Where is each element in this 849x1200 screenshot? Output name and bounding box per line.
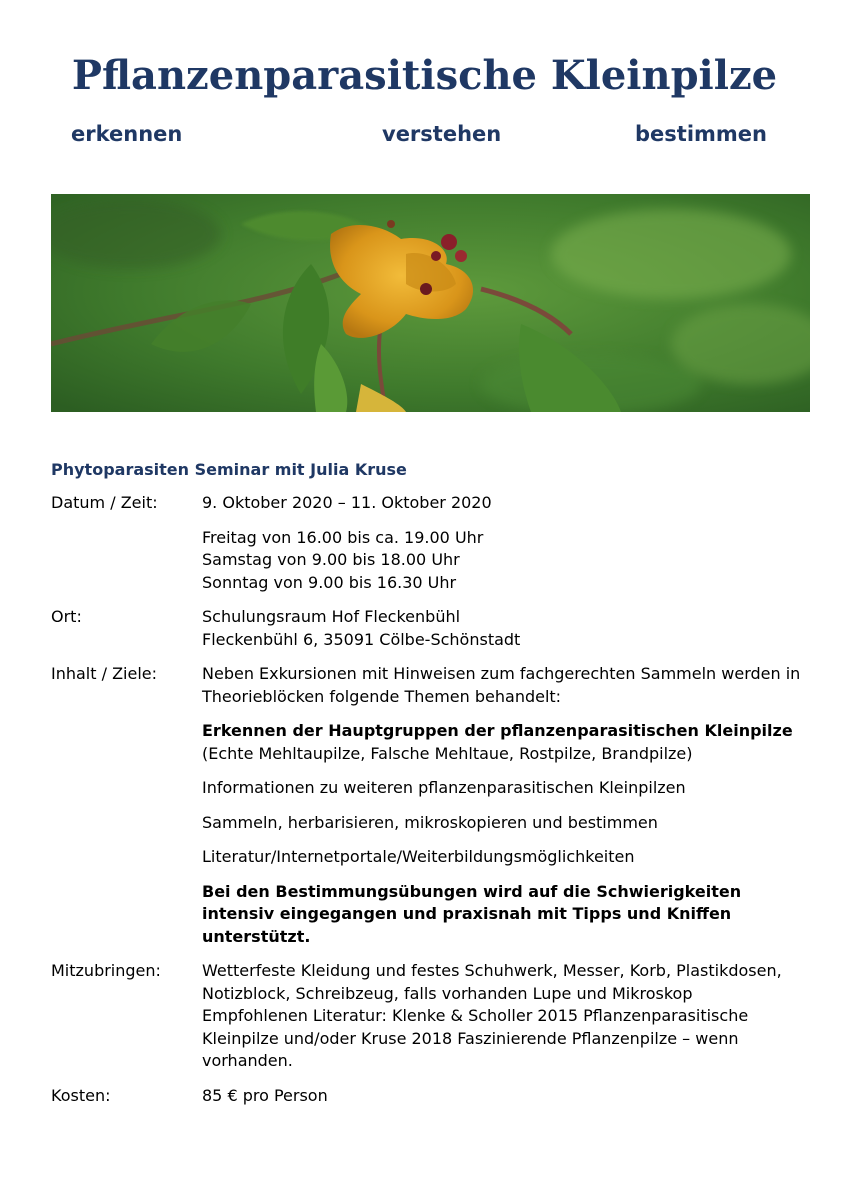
- tagline-bestimmen: bestimmen: [635, 122, 767, 146]
- content-topic: Informationen zu weiteren pflanzenparasitischen Kleinpilzen: [202, 778, 686, 797]
- date-value: [202, 492, 811, 594]
- content-value: [202, 663, 811, 948]
- row-cost: [51, 1085, 811, 1108]
- seminar-info: [51, 492, 811, 1119]
- topic-main-bold: Erkennen der Hauptgruppen der pflanzenparasitischen Kleinpilze: [202, 721, 793, 740]
- content-intro: Neben Exkursionen mit Hinweisen zum fachgerechten Sammeln werden in Theorieblöcken folgende Themen behandelt:: [202, 664, 801, 706]
- bring-label: Mitzubringen:: [51, 961, 161, 980]
- bring-literature: Empfohlenen Literatur: Klenke & Scholler 2015 Pflanzenparasitische Kleinpilze und/oder Kruse 2018 Faszinierende Pflanzenpilze – wenn vorhanden.: [202, 1006, 749, 1070]
- date-label: Datum / Zeit:: [51, 493, 158, 512]
- location-venue: Schulungsraum Hof Fleckenbühl: [202, 607, 461, 626]
- cost-label: Kosten:: [51, 1085, 111, 1105]
- location-value: [202, 606, 811, 651]
- date-range: 9. Oktober 2020 – 11. Oktober 2020: [202, 493, 492, 512]
- schedule-saturday: Samstag von 9.00 bis 18.00 Uhr: [202, 550, 460, 569]
- schedule-sunday: Sonntag von 9.00 bis 16.30 Uhr: [202, 572, 457, 592]
- tagline-erkennen: erkennen: [71, 122, 183, 146]
- content-topic: Literatur/Internetportale/Weiterbildungsmöglichkeiten: [202, 847, 635, 866]
- content-label: Inhalt / Ziele:: [51, 664, 158, 683]
- row-location: [51, 606, 811, 651]
- row-bring: [51, 960, 811, 1073]
- content-topic: Sammeln, herbarisieren, mikroskopieren und bestimmen: [202, 812, 658, 832]
- location-label: Ort:: [51, 607, 82, 626]
- content-topic-main: [202, 720, 811, 765]
- bring-items: Wetterfeste Kleidung und festes Schuhwerk, Messer, Korb, Plastikdosen, Notizblock, Schreibzeug, falls vorhanden Lupe und Mikroskop: [202, 961, 782, 1003]
- row-content: [51, 663, 811, 948]
- schedule-friday: Freitag von 16.00 bis ca. 19.00 Uhr: [202, 527, 484, 547]
- location-address: Fleckenbühl 6, 35091 Cölbe-Schönstadt: [202, 629, 521, 649]
- cost-value: 85 € pro Person: [202, 1085, 328, 1105]
- page-title: Pflanzenparasitische Kleinpilze: [71, 52, 778, 99]
- row-date: [51, 492, 811, 594]
- schedule: [202, 527, 811, 595]
- rust-fungus-photo-illustration: [51, 194, 810, 412]
- tagline-verstehen: verstehen: [382, 122, 502, 146]
- topic-main-rest: (Echte Mehltaupilze, Falsche Mehltaue, Rostpilze, Brandpilze): [202, 743, 693, 763]
- bring-value: [202, 960, 811, 1073]
- seminar-heading: Phytoparasiten Seminar mit Julia Kruse: [51, 460, 407, 479]
- content-emphasis: Bei den Bestimmungsübungen wird auf die Schwierigkeiten intensiv eingegangen und praxisnah mit Tipps und Kniffen unterstützt.: [202, 881, 742, 946]
- banner-photo: [51, 194, 810, 412]
